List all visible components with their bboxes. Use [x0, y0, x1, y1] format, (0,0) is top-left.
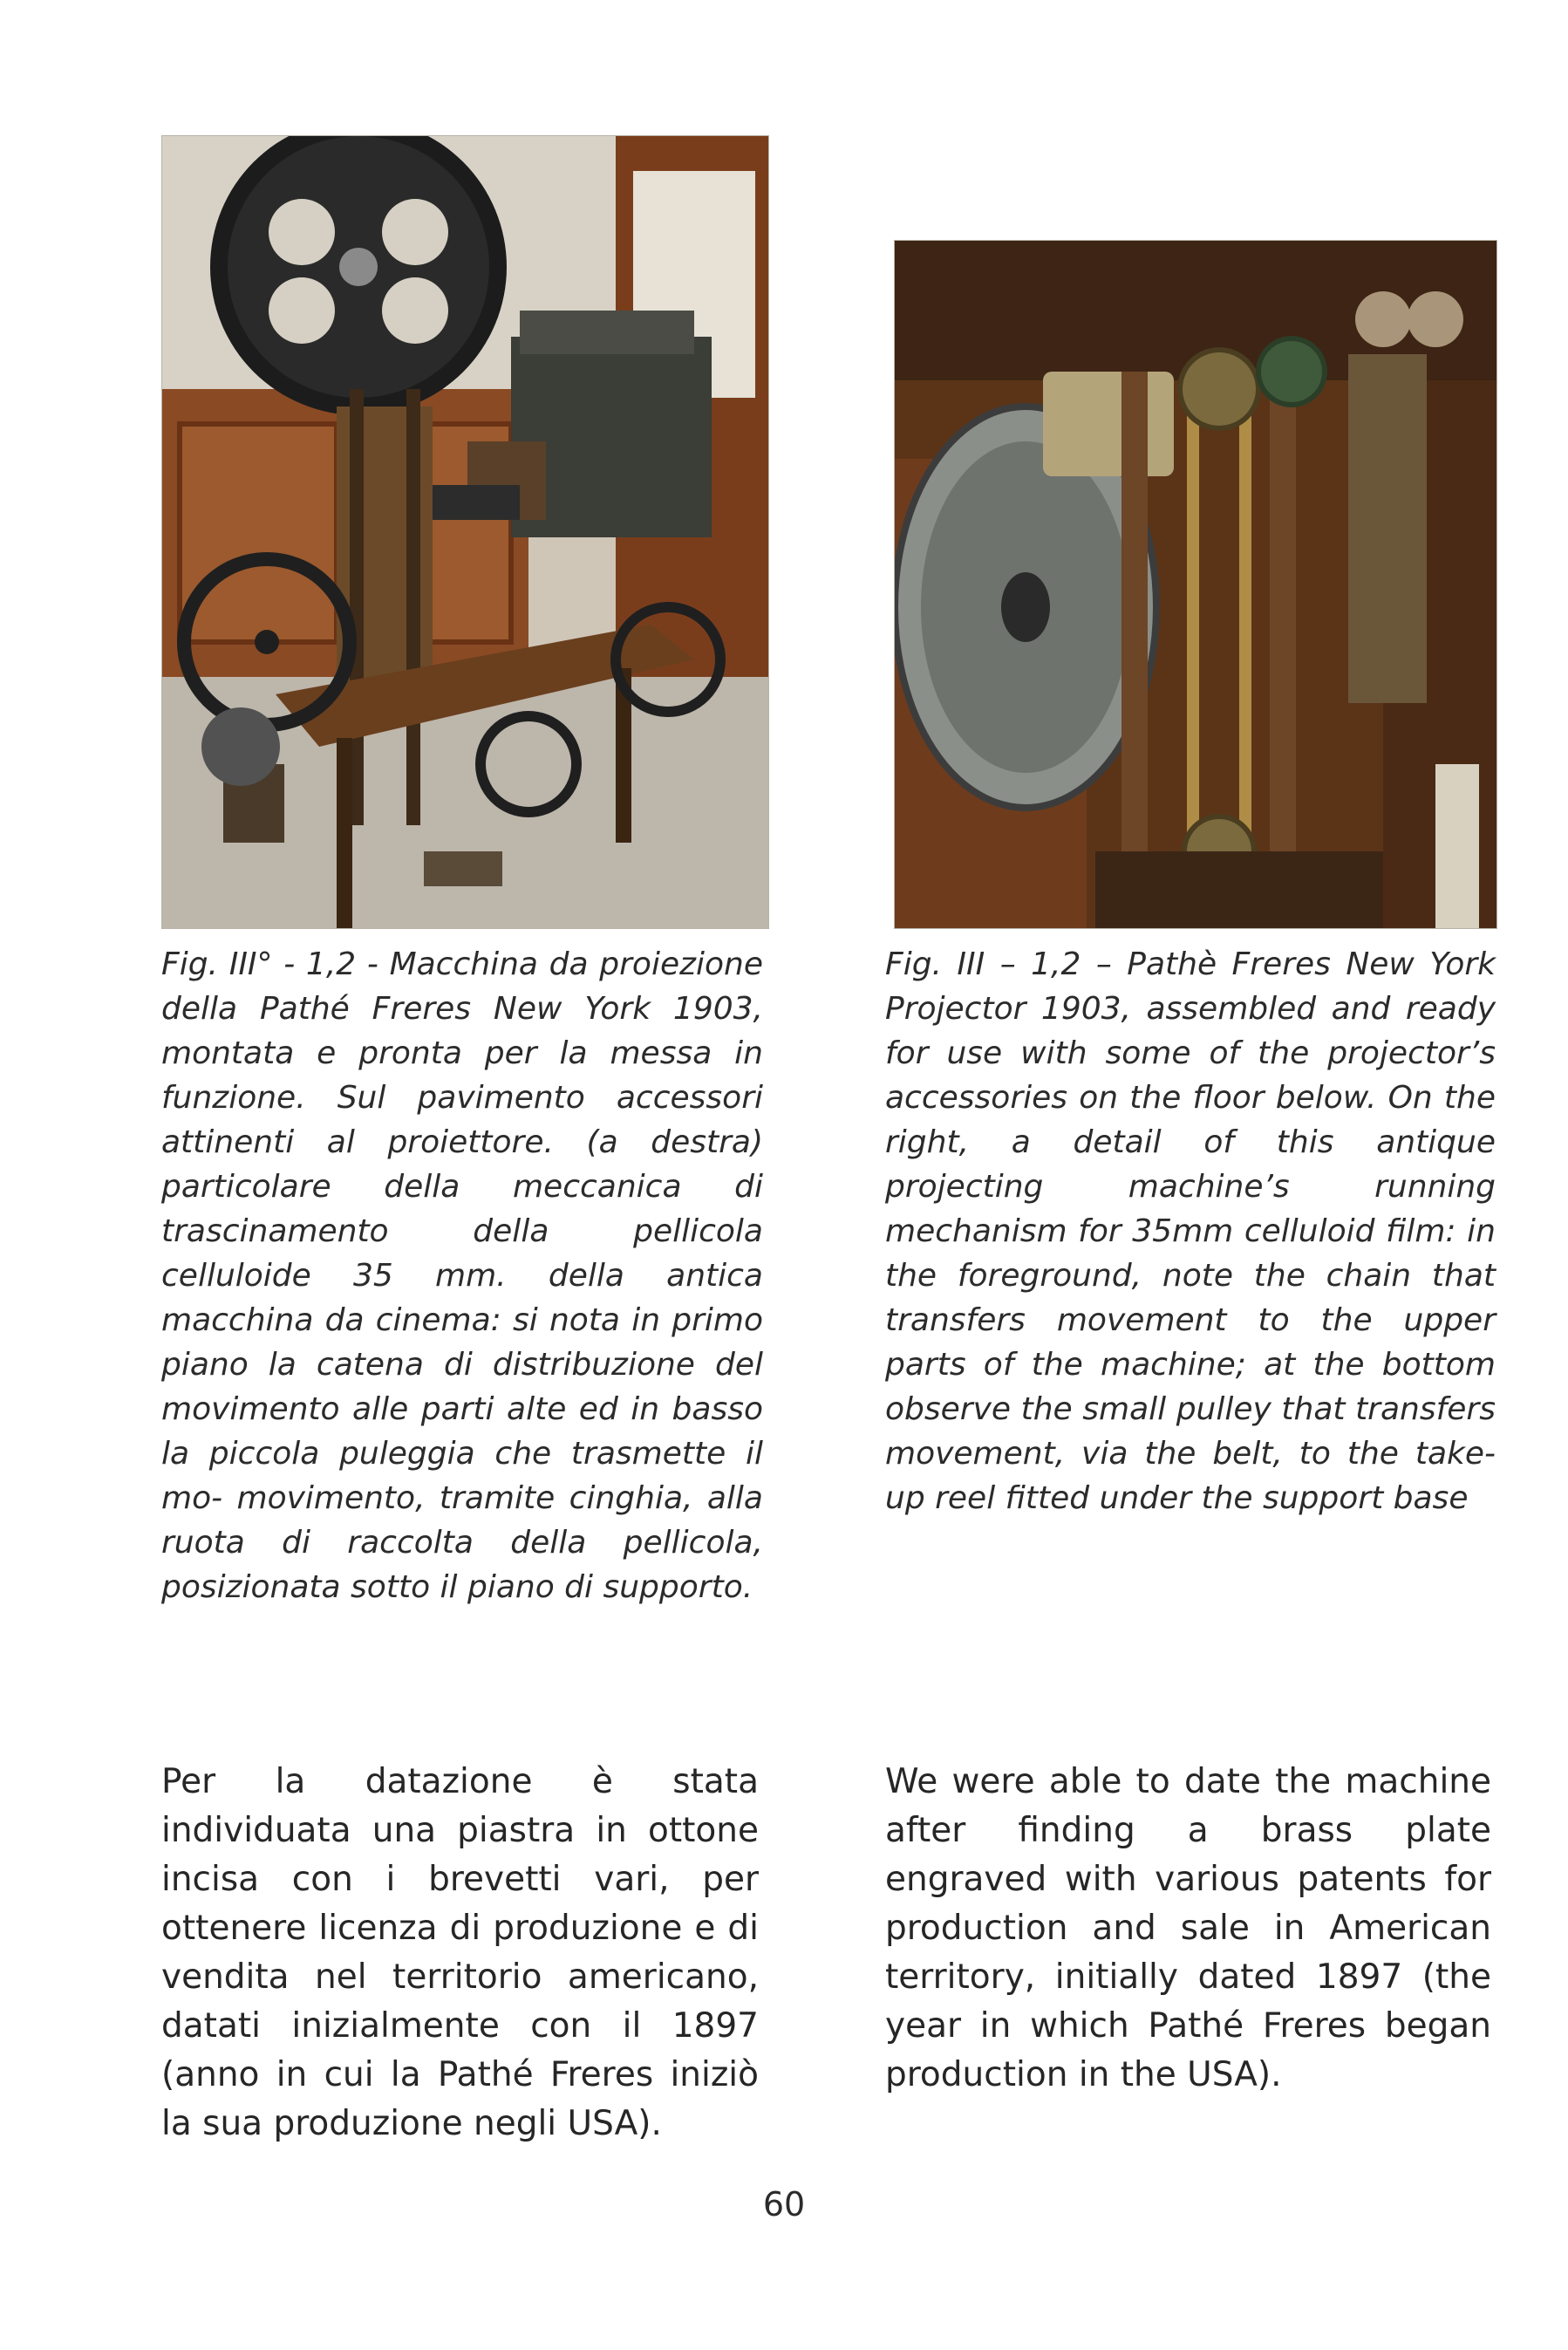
projector-photo-assembled — [161, 135, 769, 929]
figure-caption-italian: Fig. III° - 1,2 - Macchina da proiezione della Pathé Freres New York 1903, montata e pronta per la messa in funzione. Sul pavimento accessori attinenti al proiettore. (a destra) particolare della meccanica di trascinamento della pellicola celluloide 35 mm. della antica macchina da cinema: si nota in primo piano la catena di distribuzione del movimento alle parti alte ed in basso la piccola puleggia che trasmette il mo- movimento, tramite cinghia, alla ruota di raccolta della pellicola, posizionata sotto il piano di supporto. — [161, 946, 763, 1605]
figure-caption-english: Fig. III – 1,2 – Pathè Freres New York Projector 1903, assembled and ready for use with some of the projector’s accessories on the floor below. On the right, a detail of this antique projecting machine’s running mechanism for 35mm celluloid film: in the foreground, note the chain that transfers movement to the upper parts of the machine; at the bottom observe the small pulley that transfers movement, via the belt, to the take-up reel fitted under the support base — [885, 946, 1496, 1516]
body-paragraph-italian: Per la datazione è stata individuata una piastra in ottone incisa con i brevetti vari, per ottenere licenza di produzione e di vendita nel territorio americano, datati inizialmente con il 1897 (anno in cui la Pathé Freres iniziò la sua produzione negli USA). — [161, 1762, 759, 2143]
projector-assembled-illustration — [162, 136, 768, 928]
page-number: 60 — [762, 2185, 806, 2224]
mechanism-detail-illustration — [895, 241, 1496, 928]
body-paragraph-english: We were able to date the machine after finding a brass plate engraved with various patents for production and sale in American territory, initially dated 1897 (the year in which Pathé Freres began production in the USA). — [885, 1762, 1491, 2094]
projector-photo-mechanism-detail — [894, 240, 1497, 929]
